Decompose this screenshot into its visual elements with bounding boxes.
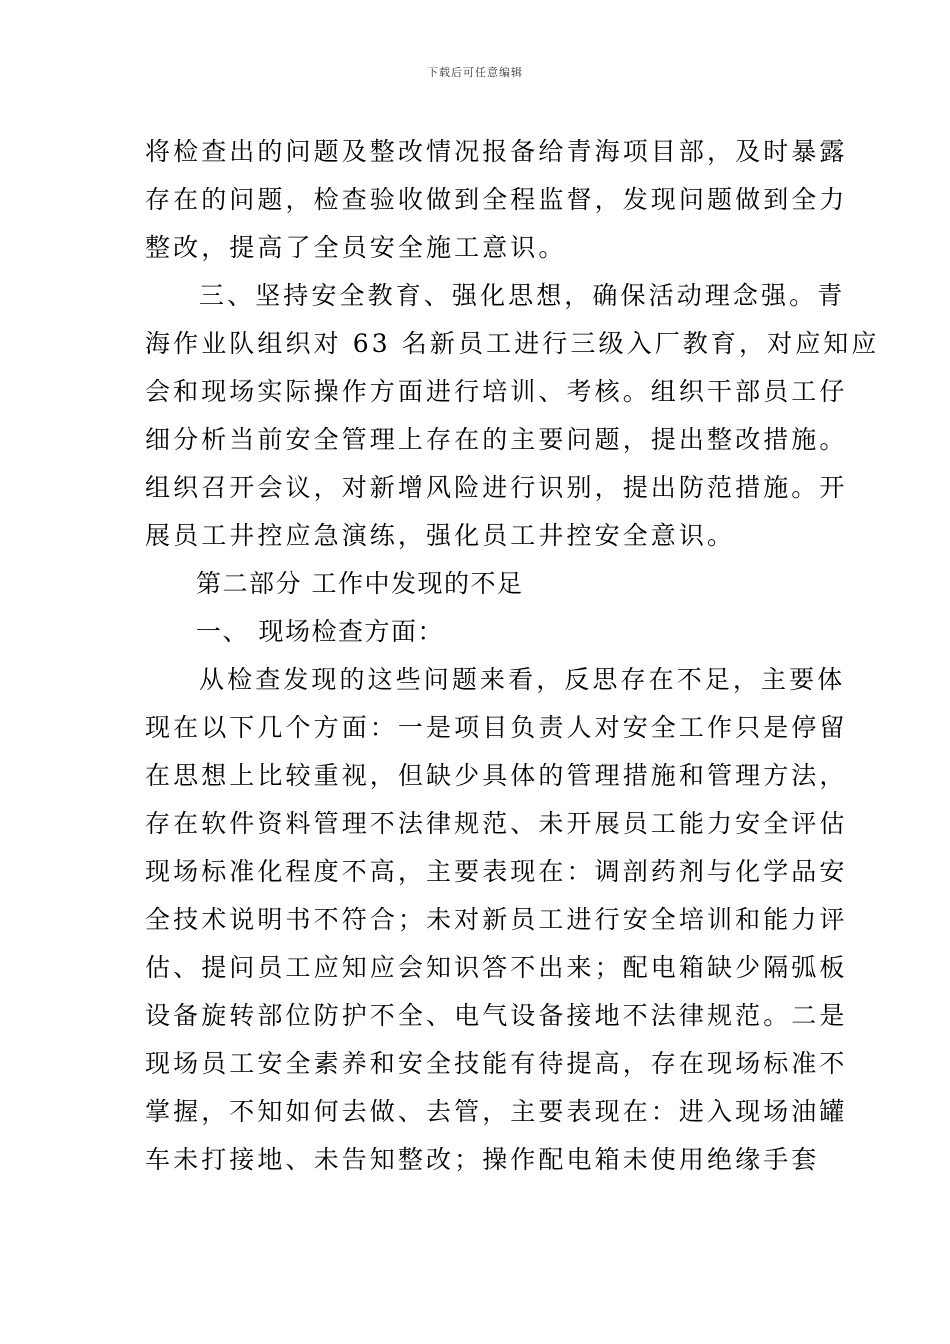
paragraph-line: 展员工井控应急演练，强化员工井控安全意识。: [145, 521, 736, 550]
paragraph-line: 现场员工安全素养和安全技能有待提高，存在现场标准不: [145, 1049, 848, 1078]
paragraph-line: 细分析当前安全管理上存在的主要问题，提出整改措施。: [145, 425, 848, 454]
paragraph-line: 组织召开会议，对新增风险进行识别，提出防范措施。开: [145, 473, 848, 502]
paragraph-line: 现在以下几个方面：一是项目负责人对安全工作只是停留: [145, 713, 848, 742]
document-body: [145, 128, 880, 1184]
paragraph-line: 整改，提高了全员安全施工意识。: [145, 233, 567, 262]
section-heading: 第二部分 工作中发现的不足: [196, 569, 524, 598]
paragraph-line: 将检查出的问题及整改情况报备给青海项目部，及时暴露: [145, 137, 848, 166]
paragraph-line: 设备旋转部位防护不全、电气设备接地不法律规范。二是: [145, 1001, 848, 1030]
paragraph-line: 从检查发现的这些问题来看，反思存在不足，主要体: [199, 665, 846, 694]
paragraph-line: 估、提问员工应知应会知识答不出来；配电箱缺少隔弧板: [145, 953, 848, 982]
paragraph-line: 存在软件资料管理不法律规范、未开展员工能力安全评估: [145, 809, 848, 838]
paragraph-line: 掌握，不知如何去做、去管，主要表现在：进入现场油罐: [145, 1097, 848, 1126]
paragraph-line: 在思想上比较重视，但缺少具体的管理措施和管理方法，: [145, 761, 848, 790]
paragraph-line: 存在的问题，检查验收做到全程监督，发现问题做到全力: [145, 185, 848, 214]
subsection-heading: 一、 现场检查方面：: [196, 617, 444, 646]
paragraph-line: 现场标准化程度不高，主要表现在：调剖药剂与化学品安: [145, 857, 848, 886]
paragraph-line: 车未打接地、未告知整改；操作配电箱未使用绝缘手套: [145, 1145, 820, 1174]
page-header-note: 下载后可任意编辑: [427, 66, 523, 79]
paragraph-line: 会和现场实际操作方面进行培训、考核。组织干部员工仔: [145, 377, 848, 406]
paragraph-line: 海作业队组织对 63 名新员工进行三级入厂教育，对应知应: [145, 329, 880, 358]
paragraph-line: 全技术说明书不符合；未对新员工进行安全培训和能力评: [145, 905, 848, 934]
paragraph-line: 三、坚持安全教育、强化思想，确保活动理念强。青: [199, 281, 846, 310]
